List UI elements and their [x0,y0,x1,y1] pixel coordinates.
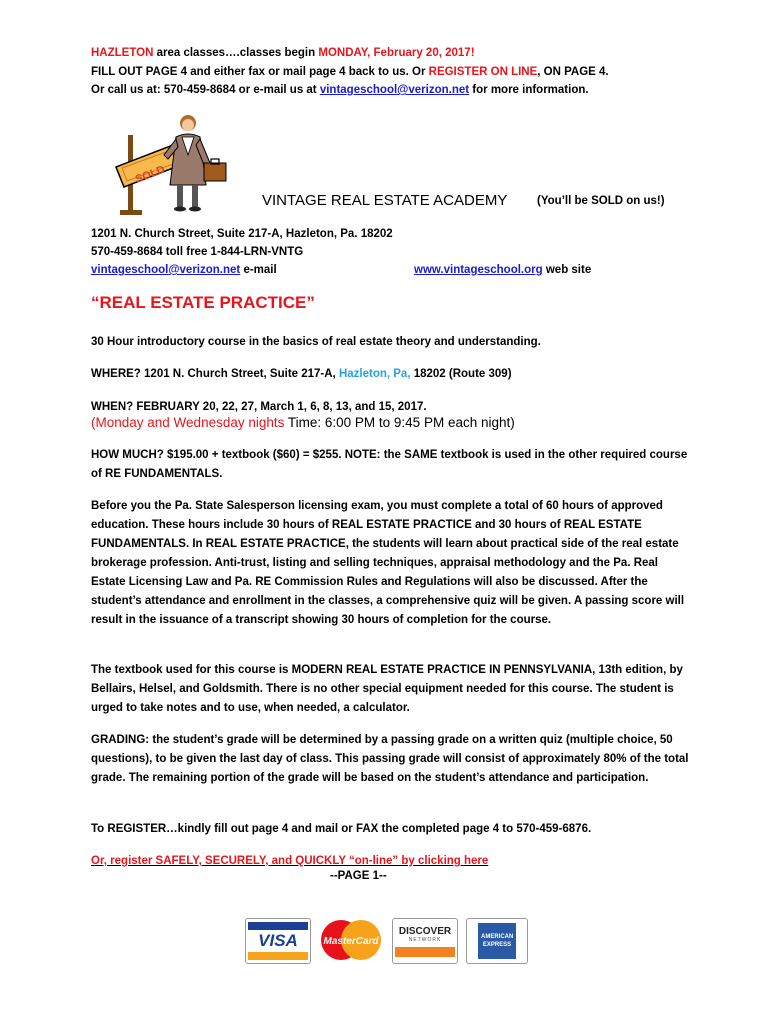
course-intro: 30 Hour introductory course in the basics of real estate theory and understanding. [91,336,541,348]
svg-text:SOLD: SOLD [133,163,167,186]
email-label: e-mail [240,264,277,276]
amex-card-icon: AMERICAN EXPRESS [466,918,528,964]
where-text: WHERE? 1201 N. Church Street, Suite 217-A, [91,368,339,380]
header-text: FILL OUT PAGE 4 and either fax or mail page 4 back to us. Or [91,66,429,78]
course-title: “REAL ESTATE PRACTICE” [91,293,315,312]
header-start-date: MONDAY, February 20, 2017! [318,47,475,59]
academy-email-link[interactable]: vintageschool@verizon.net [91,264,241,276]
register-online-cta[interactable] [91,852,488,871]
mastercard-icon [316,918,386,962]
when-time: Time: 6:00 PM to 9:45 PM each night) [284,415,515,430]
academy-contact [91,261,277,280]
logo-clipart [108,105,258,217]
academy-address: 1201 N. Church Street, Suite 217-A, Hazleton, Pa. 18202 [91,228,393,240]
course-cost: HOW MUCH? $195.00 + textbook ($60) = $255. NOTE: the SAME textbook is used in the other required course of RE FUNDAMENTALS. [91,449,688,480]
visa-card-icon: VISA [245,918,311,964]
academy-phone: 570-459-8684 toll free 1-844-LRN-VNTG [91,246,304,258]
email-link[interactable]: vintageschool@verizon.net [319,84,470,96]
course-textbook: The textbook used for this course is MODERN REAL ESTATE PRACTICE IN PENNSYLVANIA, 13th edition, by Bellairs, Helsel, and Goldsmith. There is no other special equipment needed for this course. The student is urged to take notes and to use, when needed, a calculator. [91,664,683,714]
course-where [91,365,512,384]
header-line-2 [91,63,609,82]
header-line-3 [91,81,589,100]
course-description: Before you the Pa. State Salesperson licensing exam, you must complete a total of 60 hours of approved education. These hours include 30 hours of REAL ESTATE PRACTICE and 30 hours of REAL ESTATE FUNDAMENTALS. In REAL ESTATE PRACTICE, the students will learn about practical side of the real estate brokerage profession. Anti-trust, listing and selling techniques, appraisal methodology and the Pa. Real Estate Licensing Law and Pa. RE Commission Rules and Regulations will also be discussed. After the student’s attendance and enrollment in the classes, a comprehensive quiz will be given. A passing score will result in the issuance of a transcript showing 30 hours of completion for the course. [91,500,685,626]
register-online-link[interactable]: REGISTER ON LINE [428,66,538,78]
header-text: for more information. [469,84,589,96]
website-link[interactable]: www.vintageschool.org [414,264,543,276]
header-text: Or call us at: 570-459-8684 or e-mail us at [91,84,320,96]
header-text: , ON PAGE 4. [537,66,609,78]
course-grading: GRADING: the student’s grade will be determined by a passing grade on a written quiz (multiple choice, 50 questions), to be given the last day of class. This passing grade will consist of approximately 80% of the total grade. The remaining portion of the grade will be based on the student’s attendance and participation. [91,734,689,784]
register-instructions: To REGISTER…kindly fill out page 4 and mail or FAX the completed page 4 to 570-459-6876. [91,823,592,835]
svg-text:MasterCard: MasterCard [323,936,379,947]
header-line-1 [91,44,475,63]
where-city: Hazleton, Pa, [338,368,411,380]
course-when-time [91,415,515,430]
register-online-text[interactable]: Or, register SAFELY, SECURELY, and QUICKLY “on-line” by clicking here [91,855,489,867]
academy-tagline: (You’ll be SOLD on us!) [537,195,665,207]
header-text: area classes….classes begin [153,47,319,59]
where-zip: 18202 (Route 309) [410,368,512,380]
academy-website [414,261,591,280]
academy-name: VINTAGE REAL ESTATE ACADEMY [262,192,508,209]
header-city: HAZLETON [91,47,154,59]
when-days: (Monday and Wednesday nights [91,415,285,430]
course-when: WHEN? FEBRUARY 20, 22, 27, March 1, 6, 8, 13, and 15, 2017. [91,401,427,413]
website-label: web site [542,264,592,276]
discover-card-icon: DISCOVER NETWORK [392,918,458,964]
page-number: --PAGE 1-- [330,870,387,882]
realtor-sold-sign-icon [108,105,258,217]
